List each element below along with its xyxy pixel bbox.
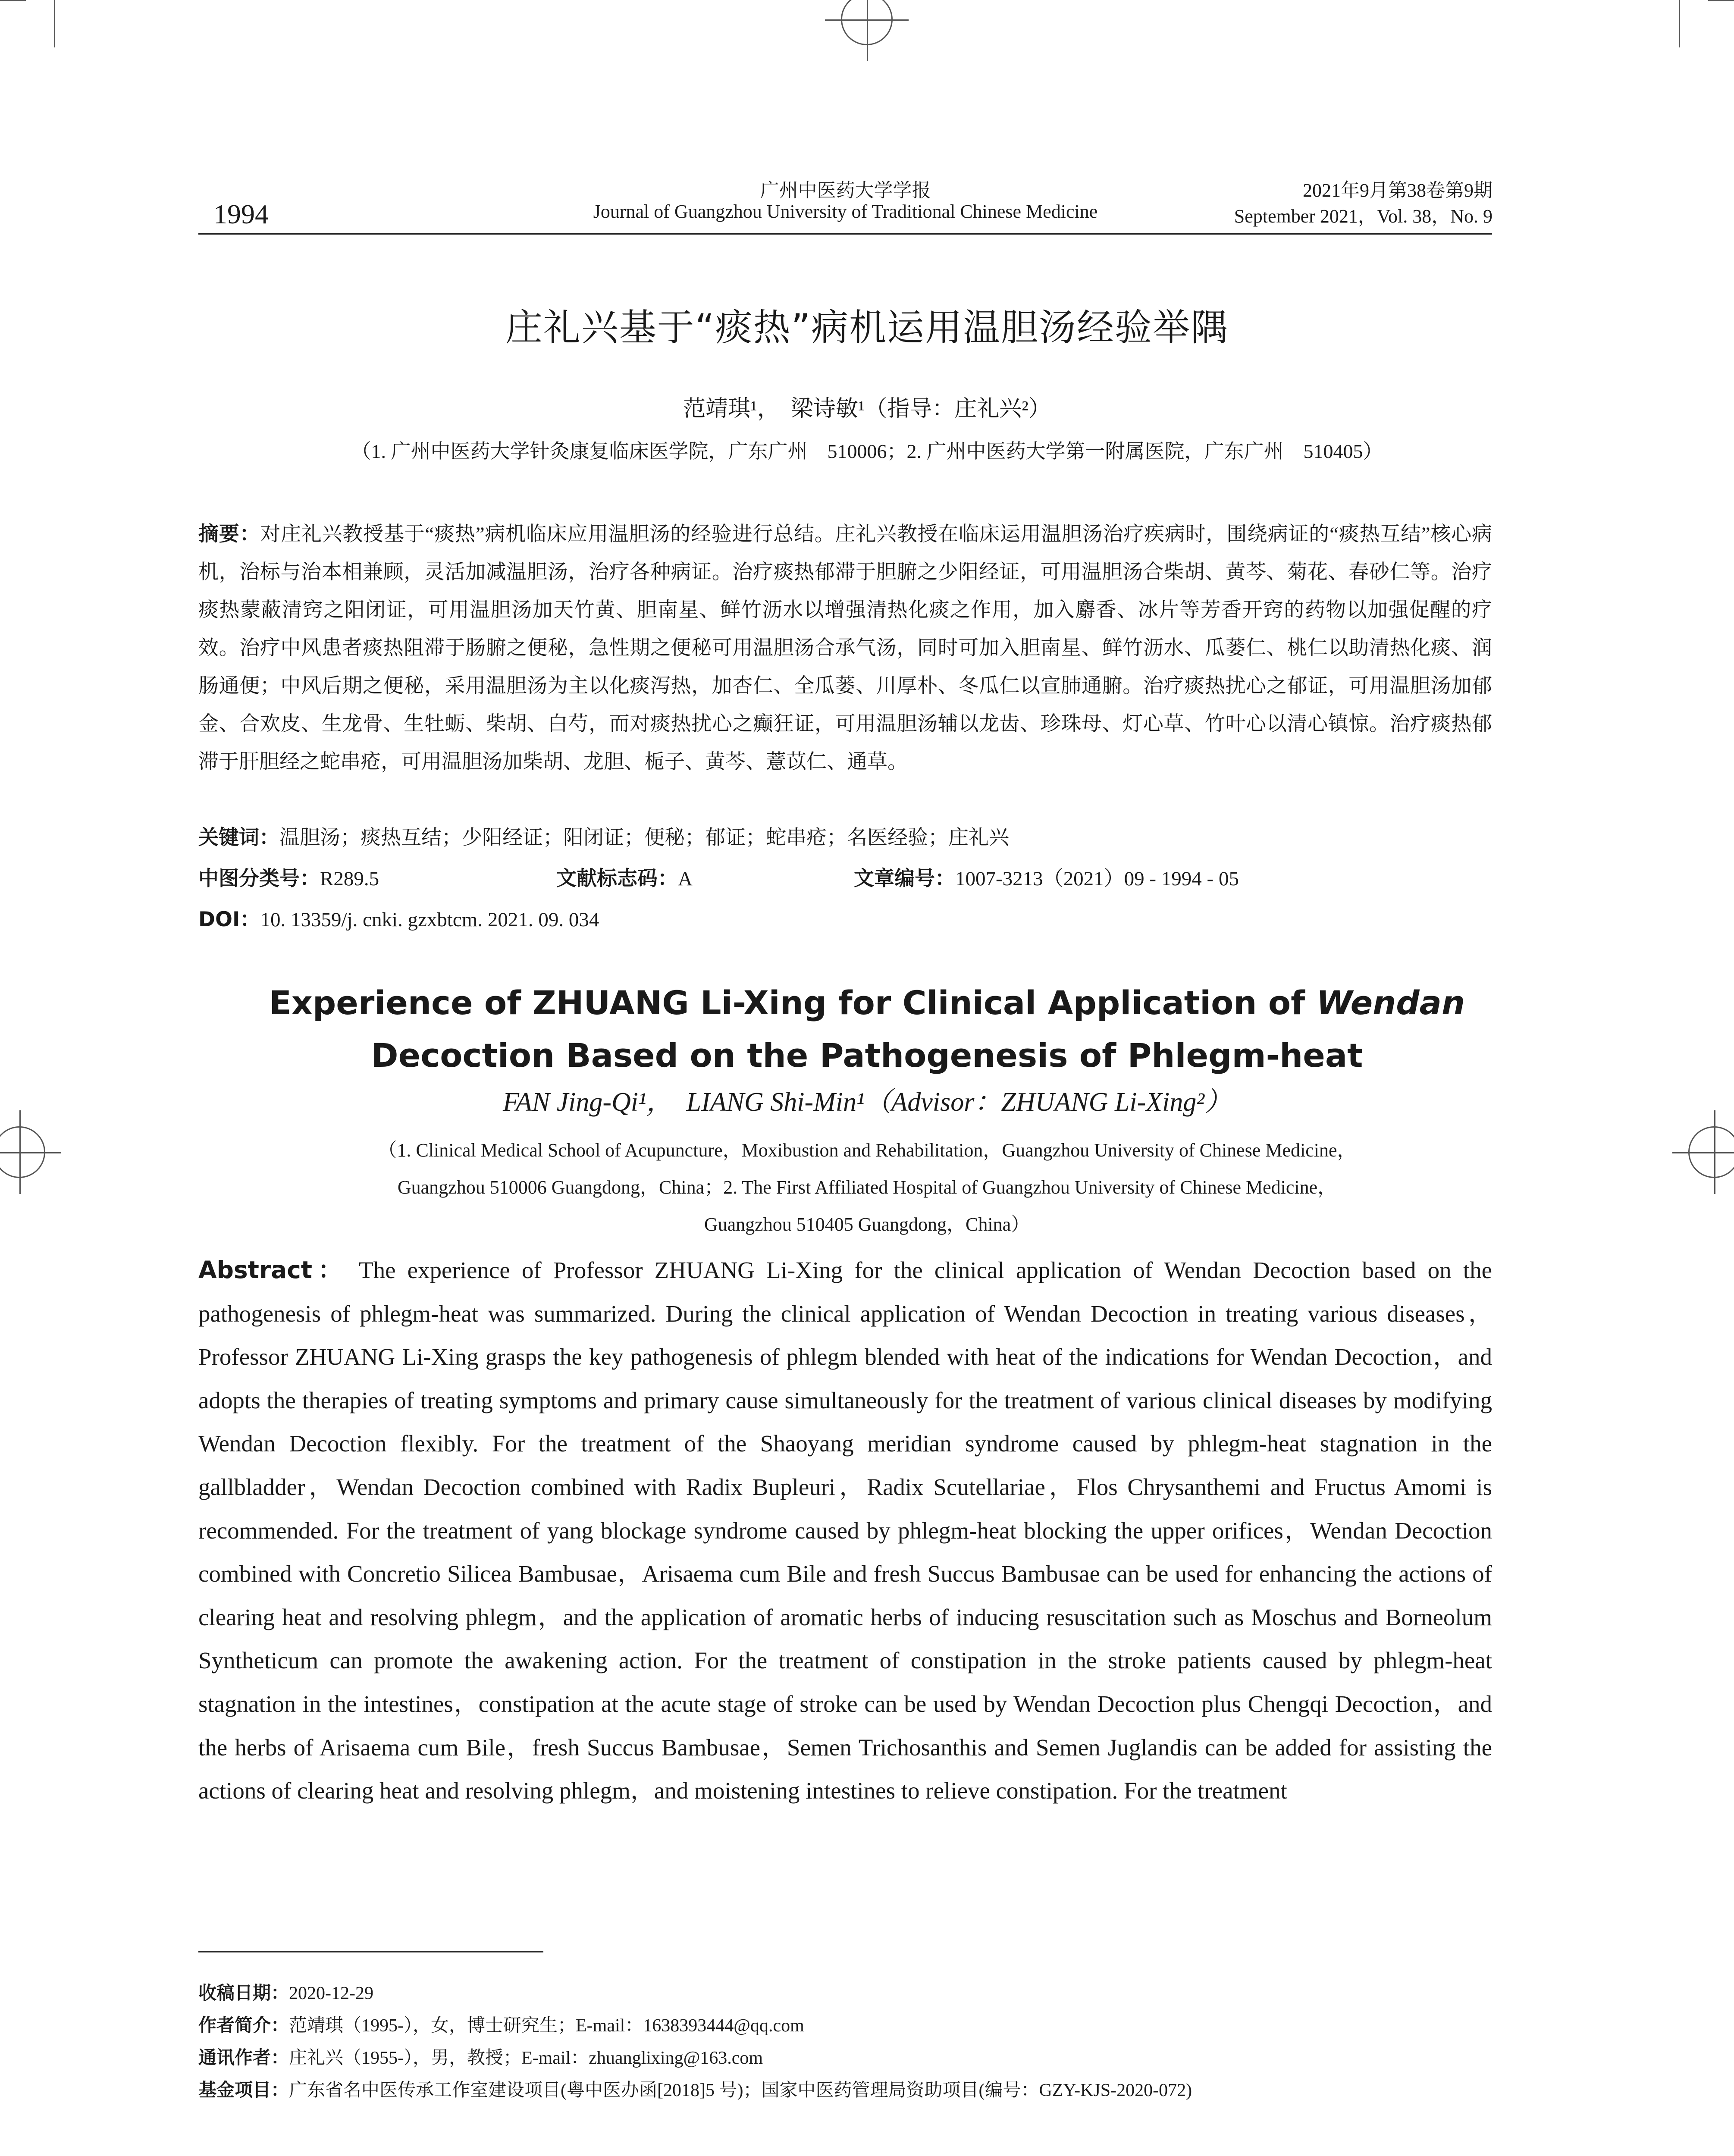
abstract-en-text: The experience of Professor ZHUANG Li-Xing for the clinical application of Wendan Decoction based on the pathogenesis of phlegm-heat was summarized. During the clinical application of Wendan Decoction in treating various diseases，Professor ZHUANG Li-Xing grasps the key pathogenesis of phlegm blended with heat of the indications for Wendan Decoction，and adopts the therapies of treating symptoms and primary cause simultaneously for the treatment of various clinical diseases by modifying Wendan Decoction flexibly. For the treatment of the Shaoyang meridian syndrome caused by phlegm-heat stagnation in the gallbladder，Wendan Decoction combined with Radix Bupleuri，Radix Scutellariae，Flos Chrysanthemi and Fructus Amomi is recommended. For the treatment of yang blockage syndrome caused by phlegm-heat blocking the upper orifices，Wendan Decoction combined with Concretio Silicea Bambusae，Arisaema cum Bile and fresh Succus Bambusae can be used for enhancing the actions of clearing heat and resolving phlegm，and the application of aromatic herbs of inducing resuscitation such as Moschus and Borneolum Syntheticum can promote the awakening action. For the treatment of constipation in the stroke patients caused by phlegm-heat stagnation in the intestines，constipation at the acute stage of stroke can be used by Wendan Decoction plus Chengqi Decoction，and the herbs of Arisaema cum Bile，fresh Succus Bambusae，Semen Trichosanthis and Semen Juglandis can be added for assisting the actions of clearing heat and resolving phlegm，and moistening intestines to relieve constipation. For the treatment xyxy=(198,1257,1492,1804)
footnotes xyxy=(198,1977,1492,2106)
doi-label: DOI： xyxy=(198,908,260,931)
abstract-en xyxy=(198,1248,1492,1813)
article-id xyxy=(854,862,1239,891)
authors-cn: 范靖琪¹， 梁诗敏¹（指导：庄礼兴²） xyxy=(683,397,1051,421)
footnote-received xyxy=(198,1977,1492,2009)
keywords-cn xyxy=(198,821,1492,850)
clc-value: R289.5 xyxy=(320,868,379,890)
affiliation-en-line: （1. Clinical Medical School of Acupuncture，Moxibustion and Rehabilitation，Guangzhou University of Chinese Medicine， xyxy=(378,1140,1356,1161)
doi-value[interactable]: 10. 13359/j. cnki. gzxbtcm. 2021. 09. 034 xyxy=(260,909,599,931)
doi-line xyxy=(198,903,1492,932)
clc-label: 中图分类号： xyxy=(198,867,320,890)
authors-en: FAN Jing-Qi¹， LIANG Shi-Min¹（Advisor：ZHUANG Li-Xing²） xyxy=(503,1087,1231,1117)
abstract-cn-label: 摘要： xyxy=(198,522,260,546)
doc-code-label: 文献标志码： xyxy=(556,867,678,890)
footnote-label: 基金项目： xyxy=(198,2079,289,2100)
footnote-author-bio xyxy=(198,2009,1492,2042)
footnote-corresponding-author xyxy=(198,2042,1492,2074)
article-id-value: 1007-3213（2021）09 - 1994 - 05 xyxy=(955,868,1239,890)
running-header xyxy=(198,175,1493,235)
crop-mark xyxy=(0,0,26,1)
abstract-en-label: Abstract： xyxy=(198,1256,348,1284)
affiliation-en-line: Guangzhou 510405 Guangdong，China） xyxy=(704,1214,1030,1235)
article-title-cn: 庄礼兴基于“痰热”病机运用温胆汤经验举隅 xyxy=(505,306,1229,349)
footnote-text: 广东省名中医传承工作室建设项目(粤中医办函[2018]5 号)；国家中医药管理局资助项目(编号：GZY-KJS-2020-072) xyxy=(289,2081,1192,2100)
document-code xyxy=(556,862,693,891)
journal-title-cn: 广州中医药大学学报 xyxy=(760,180,931,201)
keywords-label: 关键词： xyxy=(198,826,279,849)
footnote-label: 通讯作者： xyxy=(198,2047,289,2068)
title-en-line1: Experience of ZHUANG Li-Xing for Clinical Application of xyxy=(269,984,1317,1022)
crop-mark xyxy=(54,0,55,47)
title-en-italic: Wendan xyxy=(1316,984,1465,1022)
classification-line xyxy=(198,862,1492,888)
abstract-cn xyxy=(198,515,1492,781)
issue-info-cn: 2021年9月第38卷第9期 xyxy=(1303,180,1493,201)
affiliation-en xyxy=(0,1132,1734,1243)
crop-mark xyxy=(1708,0,1734,1)
registration-mark-top xyxy=(841,0,893,45)
crop-mark xyxy=(1679,0,1680,47)
clc-number xyxy=(198,862,379,891)
footnote-divider xyxy=(198,1951,543,1952)
title-en-line2: Decoction Based on the Pathogenesis of Phlegm-heat xyxy=(371,1036,1363,1075)
footnote-text: 2020-12-29 xyxy=(289,1984,373,2003)
footnote-text: 范靖琪（1995-），女，博士研究生；E-mail：1638393444@qq.com xyxy=(289,2016,804,2036)
issue-info-en: September 2021，Vol. 38，No. 9 xyxy=(1234,206,1493,227)
doc-code-value: A xyxy=(678,868,693,890)
abstract-cn-text: 对庄礼兴教授基于“痰热”病机临床应用温胆汤的经验进行总结。庄礼兴教授在临床运用温胆汤治疗疾病时，围绕病证的“痰热互结”核心病机，治标与治本相兼顾，灵活加减温胆汤，治疗各种病证。治疗痰热郁滞于胆腑之少阳经证，可用温胆汤合柴胡、黄芩、菊花、春砂仁等。治疗痰热蒙蔽清窍之阳闭证，可用温胆汤加天竹黄、胆南星、鲜竹沥水以增强清热化痰之作用，加入麝香、冰片等芳香开窍的药物以加强促醒的疗效。治疗中风患者痰热阻滞于肠腑之便秘，急性期之便秘可用温胆汤合承气汤，同时可加入胆南星、鲜竹沥水、瓜蒌仁、桃仁以助清热化痰、润肠通便；中风后期之便秘，采用温胆汤为主以化痰泻热，加杏仁、全瓜蒌、川厚朴、冬瓜仁以宣肺通腑。治疗痰热扰心之郁证，可用温胆汤加郁金、合欢皮、生龙骨、生牡蛎、柴胡、白芍，而对痰热扰心之癫狂证，可用温胆汤辅以龙齿、珍珠母、灯心草、竹叶心以清心镇惊。治疗痰热郁滞于肝胆经之蛇串疮，可用温胆汤加柴胡、龙胆、栀子、黄芩、薏苡仁、通草。 xyxy=(198,523,1492,773)
affiliation-cn: （1. 广州中医药大学针灸康复临床医学院，广东广州 510006；2. 广州中医药大学第一附属医院，广东广州 510405） xyxy=(351,440,1383,462)
header-divider xyxy=(198,233,1492,235)
footnote-label: 收稿日期： xyxy=(198,1982,289,2003)
footnote-text: 庄礼兴（1955-），男，教授；E-mail：zhuanglixing@163.com xyxy=(289,2048,763,2068)
footnote-funding xyxy=(198,2074,1492,2106)
page-number: 1994 xyxy=(213,199,269,229)
article-id-label: 文章编号： xyxy=(854,867,955,890)
article-title-en xyxy=(0,977,1734,1082)
journal-title-en: Journal of Guangzhou University of Traditional Chinese Medicine xyxy=(593,201,1098,222)
keywords-text: 温胆汤；痰热互结；少阳经证；阳闭证；便秘；郁证；蛇串疮；名医经验；庄礼兴 xyxy=(279,827,1009,849)
affiliation-en-line: Guangzhou 510006 Guangdong，China；2. The First Affiliated Hospital of Guangzhou University of Chinese Medicine， xyxy=(397,1177,1337,1198)
footnote-label: 作者简介： xyxy=(198,2015,289,2036)
